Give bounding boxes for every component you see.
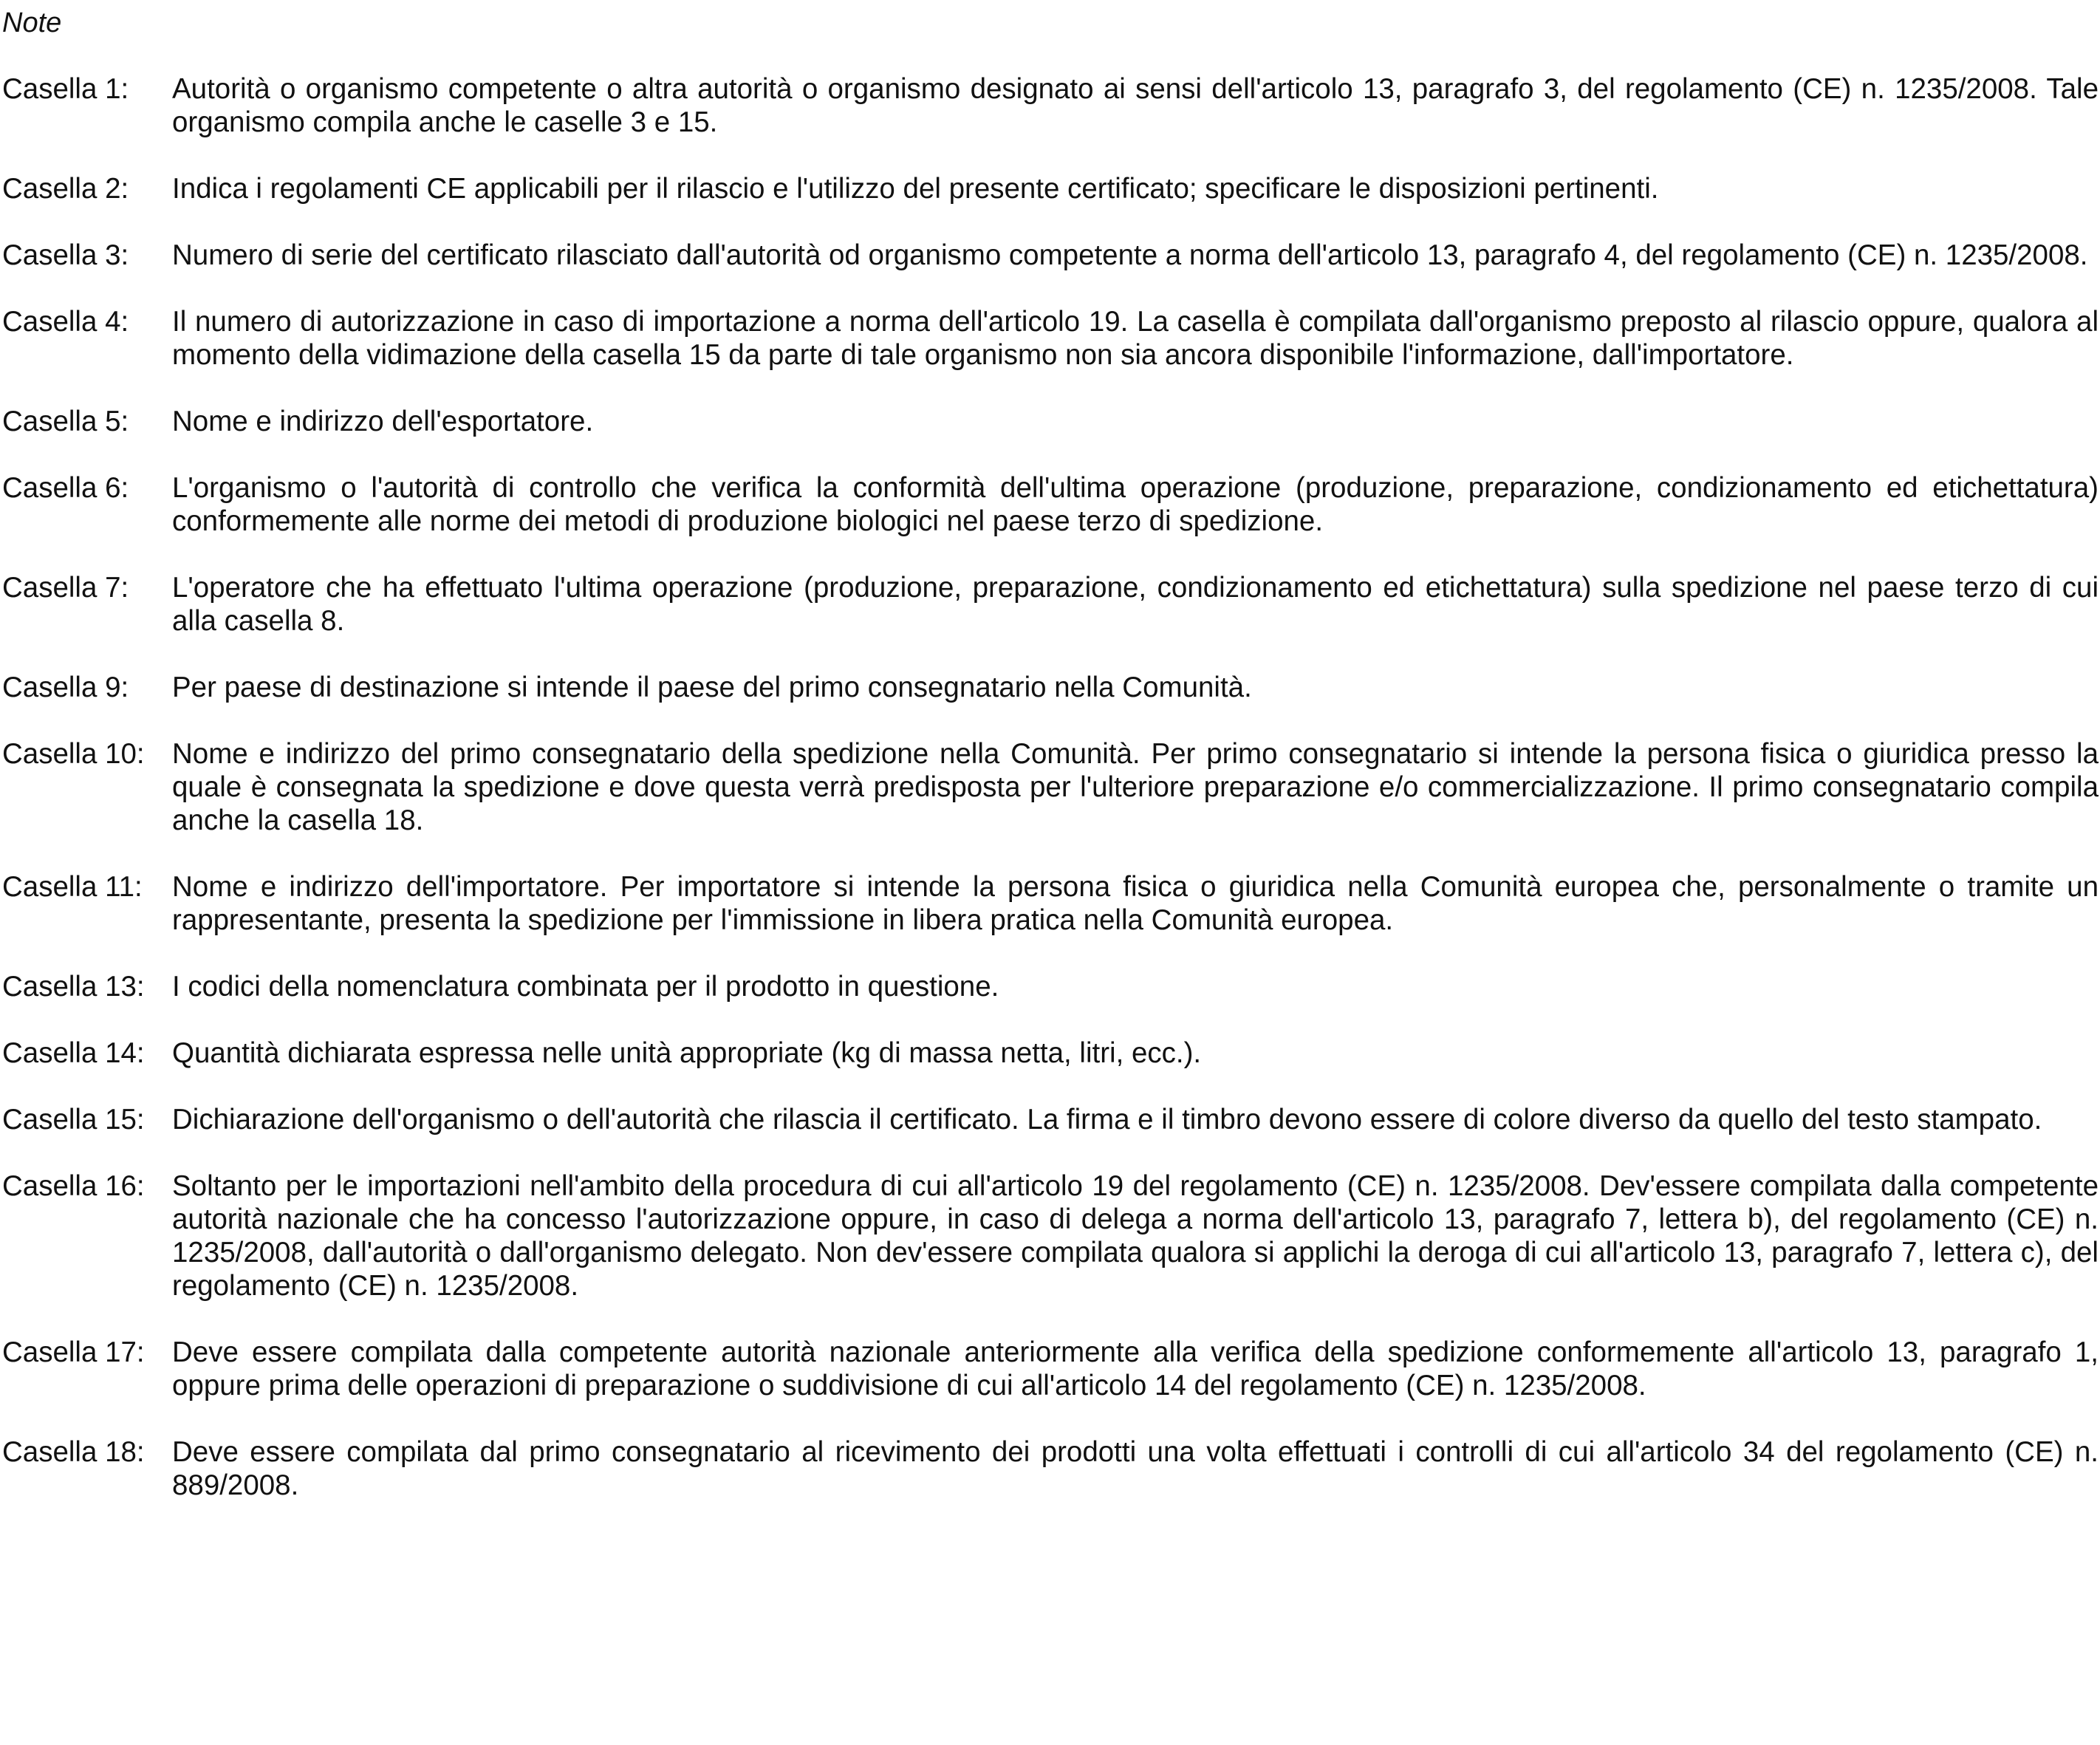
note-entry-text: Nome e indirizzo del primo consegnatario della spedizione nella Comunità. Per primo consegnatario si intende la persona fisica o giuridica presso la quale è consegnata la spedizione e dove questa verrà predisposta per l'ulteriore preparazione e/o commercializzazione. Il primo consegnatario compila anche la casella 18. bbox=[172, 738, 2099, 836]
note-entry-text: Per paese di destinazione si intende il paese del primo consegnatario nella Comunità. bbox=[172, 672, 1252, 703]
note-entry bbox=[2, 305, 2100, 372]
note-entry-text: Dichiarazione dell'organismo o dell'autorità che rilascia il certificato. La firma e il timbro devono essere di colore diverso da quello del testo stampato. bbox=[172, 1104, 2042, 1136]
note-entry-label: Casella 17: bbox=[2, 1336, 145, 1368]
note-entry-text: Nome e indirizzo dell'importatore. Per importatore si intende la persona fisica o giuridica nella Comunità europea che, personalmente o tramite un rappresentante, presenta la spedizione per l'immissione in libera pratica nella Comunità europea. bbox=[172, 871, 2099, 936]
note-entry-label: Casella 2: bbox=[2, 173, 129, 205]
note-entry-label: Casella 15: bbox=[2, 1104, 145, 1136]
note-entry-text: Soltanto per le importazioni nell'ambito della procedura di cui all'articolo 19 del regolamento (CE) n. 1235/2008. Dev'essere compilata dalla competente autorità nazionale che ha concesso l'autorizzazione oppure, in caso di delega a norma dell'articolo 13, paragrafo 7, lettera b), del regolamento (CE) n. 1235/2008, dall'autorità o dall'organismo delegato. Non dev'essere compilata qualora si applichi la deroga di cui all'articolo 13, paragrafo 7, lettera c), del regolamento (CE) n. 1235/2008. bbox=[172, 1170, 2099, 1302]
note-entry-label: Casella 13: bbox=[2, 971, 145, 1003]
note-entry bbox=[2, 471, 2100, 538]
note-entry bbox=[2, 1037, 2100, 1070]
note-entry bbox=[2, 1336, 2100, 1402]
note-entry bbox=[2, 870, 2100, 937]
note-entry-label: Casella 3: bbox=[2, 239, 129, 271]
note-entry-label: Casella 1: bbox=[2, 73, 129, 105]
note-entry-label: Casella 4: bbox=[2, 306, 129, 338]
note-entry-text: I codici della nomenclatura combinata per il prodotto in questione. bbox=[172, 971, 999, 1003]
note-entry-text: Deve essere compilata dal primo consegnatario al ricevimento dei prodotti una volta effettuati i controlli di cui all'articolo 34 del regolamento (CE) n. 889/2008. bbox=[172, 1436, 2099, 1501]
note-entry bbox=[2, 239, 2100, 272]
note-entry-text: Numero di serie del certificato rilasciato dall'autorità od organismo competente a norma dell'articolo 13, paragrafo 4, del regolamento (CE) n. 1235/2008. bbox=[172, 239, 2088, 271]
document-title: Note bbox=[2, 7, 62, 38]
note-entry-label: Casella 11: bbox=[2, 871, 143, 903]
note-entry-label: Casella 16: bbox=[2, 1170, 145, 1202]
note-entry bbox=[2, 571, 2100, 638]
note-entry-label: Casella 5: bbox=[2, 406, 129, 437]
note-entry-label: Casella 10: bbox=[2, 738, 145, 770]
note-entry-text: Autorità o organismo competente o altra autorità o organismo designato ai sensi dell'articolo 13, paragrafo 3, del regolamento (CE) n. 1235/2008. Tale organismo compila anche le caselle 3 e 15. bbox=[172, 73, 2099, 138]
note-entry-text: Il numero di autorizzazione in caso di importazione a norma dell'articolo 19. La casella è compilata dall'organismo preposto al rilascio oppure, qualora al momento della vidimazione della casella 15 da parte di tale organismo non sia ancora disponibile l'informazione, dall'importatore. bbox=[172, 306, 2099, 371]
notes-list bbox=[2, 72, 2100, 1502]
note-entry-text: Indica i regolamenti CE applicabili per il rilascio e l'utilizzo del presente certificato; specificare le disposizioni pertinenti. bbox=[172, 173, 1659, 205]
note-entry-text: L'organismo o l'autorità di controllo che verifica la conformità dell'ultima operazione (produzione, preparazione, condizionamento ed etichettatura) conformemente alle norme dei metodi di produzione biologici nel paese terzo di spedizione. bbox=[172, 472, 2099, 537]
note-entry bbox=[2, 1103, 2100, 1136]
note-entry bbox=[2, 737, 2100, 837]
note-entry bbox=[2, 671, 2100, 704]
note-entry bbox=[2, 172, 2100, 205]
note-entry bbox=[2, 72, 2100, 139]
note-entry-label: Casella 6: bbox=[2, 472, 129, 504]
note-entry bbox=[2, 1435, 2100, 1502]
note-entry bbox=[2, 405, 2100, 438]
note-entry-text: Quantità dichiarata espressa nelle unità appropriate (kg di massa netta, litri, ecc.). bbox=[172, 1037, 1202, 1069]
note-entry bbox=[2, 1169, 2100, 1302]
note-entry-text: Nome e indirizzo dell'esportatore. bbox=[172, 406, 594, 437]
note-entry-label: Casella 9: bbox=[2, 672, 129, 703]
note-entry-label: Casella 18: bbox=[2, 1436, 145, 1468]
note-entry-text: Deve essere compilata dalla competente autorità nazionale anteriormente alla verifica della spedizione conformemente all'articolo 13, paragrafo 1, oppure prima delle operazioni di preparazione o suddivisione di cui all'articolo 14 del regolamento (CE) n. 1235/2008. bbox=[172, 1336, 2099, 1401]
note-entry-label: Casella 14: bbox=[2, 1037, 145, 1069]
note-entry-label: Casella 7: bbox=[2, 572, 129, 604]
note-entry-text: L'operatore che ha effettuato l'ultima operazione (produzione, preparazione, condizionamento ed etichettatura) sulla spedizione nel paese terzo di cui alla casella 8. bbox=[172, 572, 2099, 637]
note-entry bbox=[2, 970, 2100, 1003]
